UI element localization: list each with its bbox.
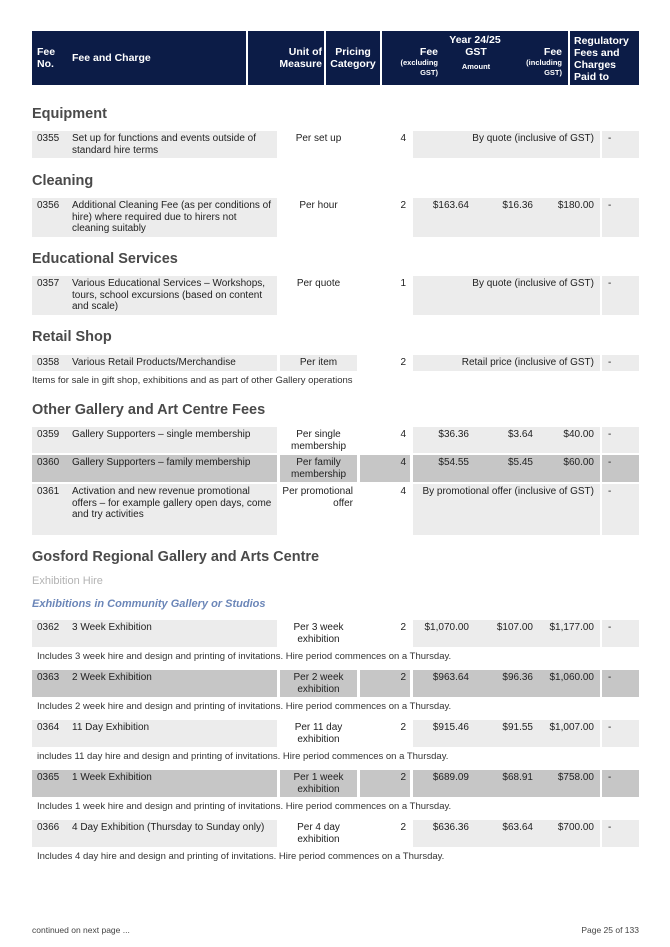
table-row: 0362 3 Week Exhibition Per 3 week exhibition 2 $1,070.00 $107.00 $1,177.00 - xyxy=(32,620,639,647)
table-row: 0355 Set up for functions and events outside of standard hire terms Per set up 4 By quote (inclusive of GST) - xyxy=(32,131,639,158)
table-header xyxy=(32,31,639,85)
table-row: 0358 Various Retail Products/Merchandise Per item 2 Retail price (inclusive of GST) - xyxy=(32,355,639,371)
note-0364: includes 11 day hire and design and printing of invitations. Hire period commences on a Thursday. xyxy=(37,751,449,762)
table-row: 0359 Gallery Supporters – single membership Per single membership 4 $36.36 $3.64 $40.00 - xyxy=(32,427,639,453)
header-unit-of-measure: Unit of Measure xyxy=(279,46,322,70)
table-row: 0366 4 Day Exhibition (Thursday to Sunday only) Per 4 day exhibition 2 $636.36 $63.64 $700.00 - xyxy=(32,820,639,847)
section-retail: Retail Shop xyxy=(32,329,112,345)
note-0363: Includes 2 week hire and design and printing of invitations. Hire period commences on a Thursday. xyxy=(37,701,452,712)
header-fee-no: Fee No. xyxy=(37,46,56,70)
section-gosford: Gosford Regional Gallery and Arts Centre xyxy=(32,549,320,565)
section-other: Other Gallery and Art Centre Fees xyxy=(32,402,266,418)
table-row: 0363 2 Week Exhibition Per 2 week exhibition 2 $963.64 $96.36 $1,060.00 - xyxy=(32,670,639,697)
table-row: 0361 Activation and new revenue promotional offers – for example gallery open days, come and try activities Per promotional offer 4 By promotional offer (inclusive of GST) - xyxy=(32,484,639,535)
continued-note: continued on next page ... xyxy=(32,925,130,935)
table-row: 0356 Additional Cleaning Fee (as per conditions of hire) where required due to hirers not cleaning suitably Per hour 2 $163.64 $16.36 $180.00 - xyxy=(32,198,639,237)
header-fee-incl: Fee (including GST) xyxy=(526,46,562,77)
subsection-exhibition-hire: Exhibition Hire xyxy=(32,575,103,587)
table-row: 0360 Gallery Supporters – family membership Per family membership 4 $54.55 $5.45 $60.00 - xyxy=(32,455,639,482)
table-row: 0357 Various Educational Services – Workshops, tours, school excursions (based on content and scale) Per quote 1 By quote (inclusive of GST) - xyxy=(32,276,639,315)
header-pricing-category: Pricing Category xyxy=(330,46,376,70)
note-0362: Includes 3 week hire and design and printing of invitations. Hire period commences on a Thursday. xyxy=(37,651,452,662)
header-year: Year 24/25 xyxy=(449,34,501,46)
note-retail: Items for sale in gift shop, exhibitions and as part of other Gallery operations xyxy=(32,375,353,386)
note-0365: Includes 1 week hire and design and printing of invitations. Hire period commences on a Thursday. xyxy=(37,801,452,812)
section-cleaning: Cleaning xyxy=(32,173,94,189)
table-row: 0364 11 Day Exhibition Per 11 day exhibition 2 $915.46 $91.55 $1,007.00 - xyxy=(32,720,639,747)
section-educational: Educational Services xyxy=(32,251,178,267)
header-fee-excl: Fee (excluding GST) xyxy=(400,46,438,77)
note-0366: Includes 4 day hire and design and printing of invitations. Hire period commences on a Thursday. xyxy=(37,851,445,862)
header-gst: GST Amount xyxy=(461,46,491,71)
header-regulatory: Regulatory Fees and Charges Paid to xyxy=(574,35,629,83)
page-number: Page 25 of 133 xyxy=(581,925,639,935)
table-row: 0365 1 Week Exhibition Per 1 week exhibition 2 $689.09 $68.91 $758.00 - xyxy=(32,770,639,797)
subsection-community: Exhibitions in Community Gallery or Studios xyxy=(32,598,266,610)
header-fee-and-charge: Fee and Charge xyxy=(72,52,151,64)
section-equipment: Equipment xyxy=(32,106,107,122)
